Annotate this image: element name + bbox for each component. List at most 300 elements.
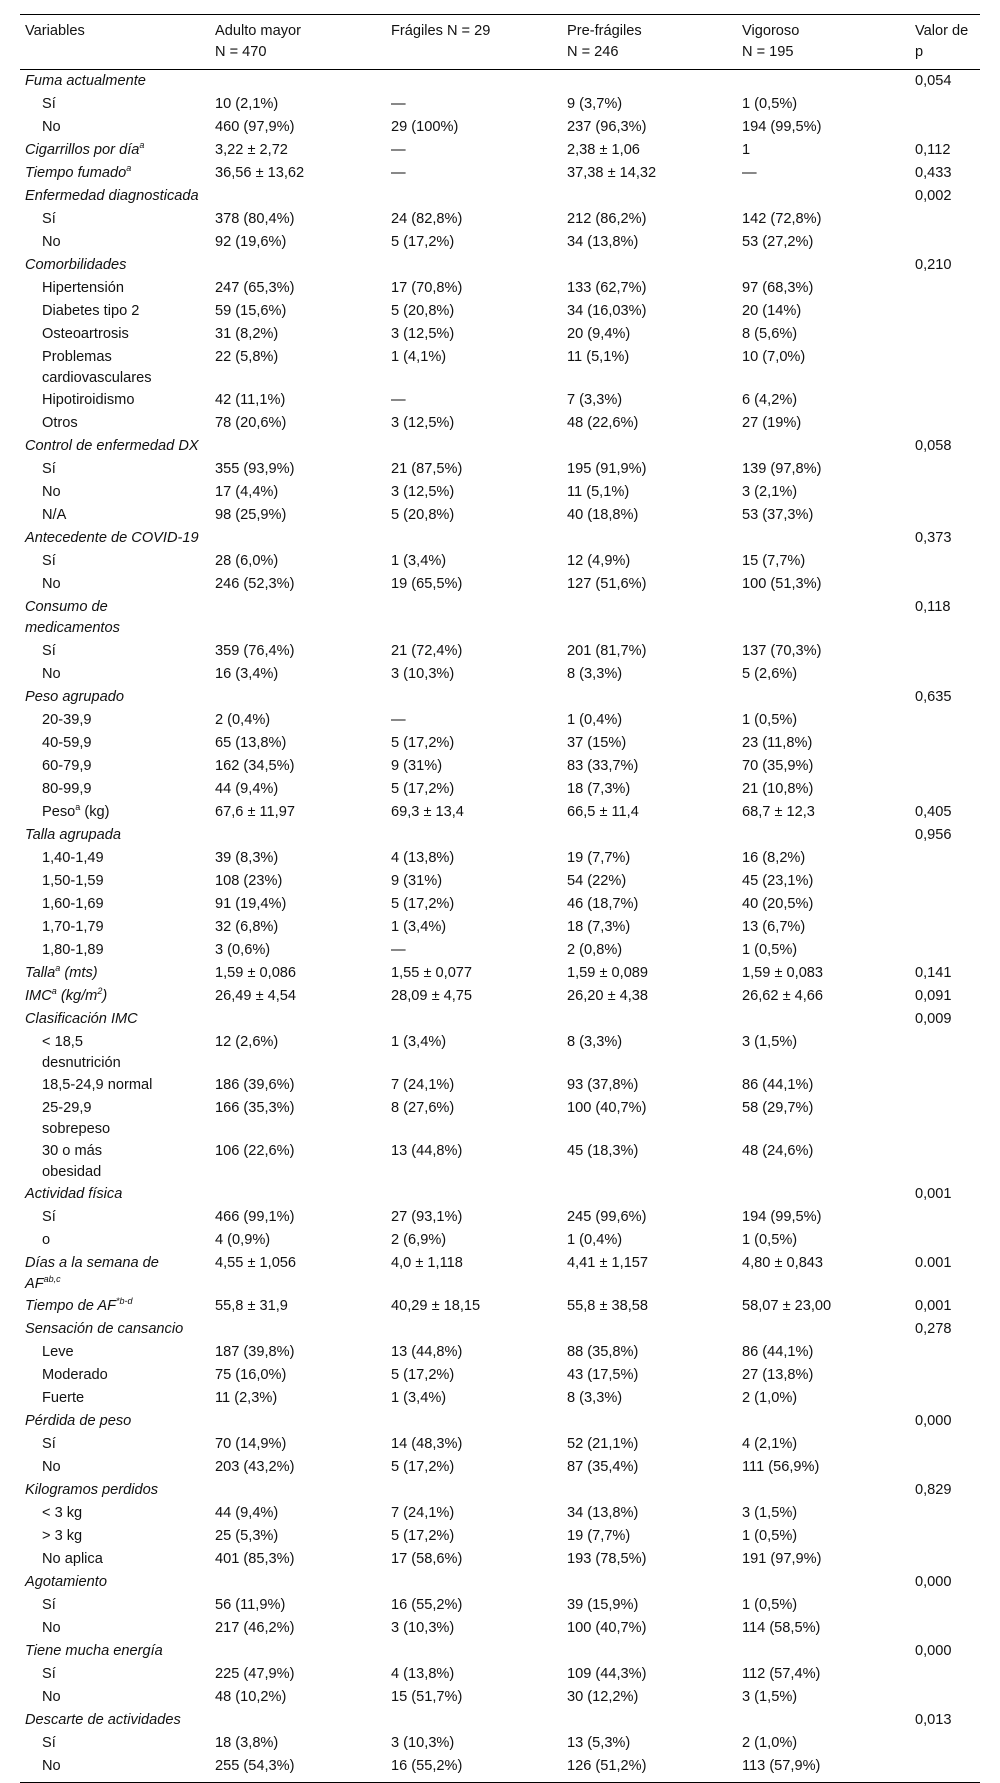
cell-value: 4 (13,8%) [391, 1666, 455, 1682]
row-label [20, 412, 210, 435]
cell-value: 111 (56,9%) [742, 1459, 820, 1475]
cell-value [210, 824, 386, 847]
cell-p-value [910, 550, 980, 573]
cell-value [562, 1318, 737, 1341]
row-label-superscript: a [75, 802, 81, 813]
cell-value: 166 (35,3%) [215, 1100, 295, 1116]
cell-value: 9 (3,7%) [567, 96, 623, 112]
cell-value: 21 (10,8%) [742, 781, 814, 797]
row-label [20, 504, 210, 527]
cell-p-value [910, 1097, 980, 1140]
row-label-text-cont: cardiovasculares [42, 369, 152, 386]
cell-p-value: 0,118 [915, 599, 951, 615]
cell-value: 16 (55,2%) [391, 1597, 463, 1613]
cell-value: 83 (33,7%) [567, 758, 639, 774]
table-row [20, 1525, 980, 1548]
cell-value: 8 (5,6%) [742, 326, 798, 342]
row-label [20, 732, 210, 755]
row-label [20, 596, 210, 640]
row-label-text: 1,40-1,49 [42, 850, 104, 866]
row-label [20, 939, 210, 962]
cell-value [210, 185, 386, 208]
cell-p-value [910, 346, 980, 389]
cell-p-value [910, 389, 980, 412]
cell-value: 70 (35,9%) [742, 758, 814, 774]
cell-value: 137 (70,3%) [742, 643, 822, 659]
cell-value [210, 1709, 386, 1732]
cell-value: 212 (86,2%) [567, 211, 647, 227]
row-label [20, 1031, 210, 1074]
cell-p-value [910, 1206, 980, 1229]
cell-value: 195 (91,9%) [567, 461, 647, 477]
cell-p-value: 0,000 [915, 1413, 952, 1429]
header-vigoroso: Vigoroso N = 195 [742, 23, 800, 60]
cell-value: 194 (99,5%) [742, 1209, 822, 1225]
row-label-text: 30 o más [42, 1143, 103, 1159]
cell-value [737, 824, 910, 847]
row-label-text: 1,60-1,69 [42, 896, 104, 912]
row-label [20, 1341, 210, 1364]
cell-value: — [391, 712, 406, 728]
cell-value: 162 (34,5%) [215, 758, 295, 774]
cell-value: 27 (13,8%) [742, 1367, 814, 1383]
cell-value: 191 (97,9%) [742, 1551, 822, 1567]
cell-value: 1 (0,5%) [742, 942, 798, 958]
cell-value: 34 (16,03%) [567, 303, 647, 319]
row-label-text: Sensación de cansancio [25, 1321, 184, 1337]
cell-value [562, 596, 737, 640]
row-label-text: Hipotiroidismo [42, 392, 135, 408]
row-label [20, 550, 210, 573]
cell-value: 1 [742, 142, 751, 158]
cell-value: 26,49 ± 4,54 [215, 988, 297, 1004]
cell-value: 7 (24,1%) [391, 1077, 455, 1093]
cell-value: 91 (19,4%) [215, 896, 287, 912]
cell-value: 40 (20,5%) [742, 896, 814, 912]
cell-value [210, 1008, 386, 1031]
cell-p-value: 0,009 [915, 1011, 952, 1027]
table-row [20, 755, 980, 778]
table-row [20, 93, 980, 116]
cell-value: 246 (52,3%) [215, 576, 295, 592]
cell-p-value [910, 1525, 980, 1548]
cell-value [386, 1318, 562, 1341]
cell-value: 27 (93,1%) [391, 1209, 463, 1225]
row-label-text: 20-39,9 [42, 712, 92, 728]
cell-value: 78 (20,6%) [215, 415, 287, 431]
row-label-text: Actividad física [25, 1186, 123, 1202]
row-label-text-cont: sobrepeso [42, 1120, 111, 1137]
row-label-text: Hipertensión [42, 280, 124, 296]
cell-value: 106 (22,6%) [215, 1143, 295, 1159]
cell-value: 8 (3,3%) [567, 666, 623, 682]
cell-value: 5 (20,8%) [391, 303, 455, 319]
table-row [20, 939, 980, 962]
cell-value [562, 70, 737, 94]
cell-value: 13 (44,8%) [391, 1143, 463, 1159]
cell-value: 58 (29,7%) [742, 1100, 814, 1116]
cell-value [386, 1008, 562, 1031]
row-label-text: Sí [42, 96, 56, 112]
cell-value: 245 (99,6%) [567, 1209, 647, 1225]
table-body [20, 70, 980, 1783]
table-row [20, 1732, 980, 1755]
cell-value: 3 (12,5%) [391, 326, 455, 342]
row-label-unit: (kg) [80, 804, 110, 820]
table-row [20, 1097, 980, 1140]
cell-value: 3 (1,5%) [742, 1034, 798, 1050]
row-label-text: Descarte de actividades [25, 1712, 181, 1728]
cell-value: 187 (39,8%) [215, 1344, 295, 1360]
cell-p-value [910, 916, 980, 939]
cell-value [737, 527, 910, 550]
row-label-text: Clasificación IMC [25, 1011, 138, 1027]
cell-value: 42 (11,1%) [215, 392, 286, 408]
cell-p-value [910, 231, 980, 254]
cell-value: 1,55 ± 0,077 [391, 965, 473, 981]
cell-p-value [910, 732, 980, 755]
row-label-text: Otros [42, 415, 78, 431]
table-row [20, 504, 980, 527]
cell-value: 44 (9,4%) [215, 781, 279, 797]
header-adulto-mayor: Adulto mayor N = 470 [215, 23, 301, 60]
cell-value: 54 (22%) [567, 873, 627, 889]
cell-value: 2 (1,0%) [742, 1390, 798, 1406]
cell-value: 113 (57,9%) [742, 1758, 821, 1774]
cell-value [562, 1410, 737, 1433]
cell-p-value [910, 870, 980, 893]
cell-value: 5 (2,6%) [742, 666, 798, 682]
row-label [20, 185, 210, 208]
cell-value [386, 824, 562, 847]
cell-value: 3 (2,1%) [742, 484, 798, 500]
cell-value: 44 (9,4%) [215, 1505, 279, 1521]
row-label-text-cont: AF [25, 1275, 44, 1292]
cell-p-value [910, 1031, 980, 1074]
cell-value: 3 (10,3%) [391, 666, 455, 682]
row-label-text: o [42, 1232, 51, 1248]
row-label-text: Sí [42, 1209, 56, 1225]
table-row [20, 550, 980, 573]
cell-value: 27 (19%) [742, 415, 802, 431]
table-row [20, 323, 980, 346]
cell-p-value [910, 755, 980, 778]
cell-value: 378 (80,4%) [215, 211, 295, 227]
cell-value: 11 (5,1%) [567, 349, 630, 365]
row-label-text: 40-59,9 [42, 735, 92, 751]
row-label-text: Sí [42, 1666, 56, 1682]
row-label [20, 1617, 210, 1640]
cell-value [737, 1410, 910, 1433]
cell-value: 460 (97,9%) [215, 119, 295, 135]
cell-value: — [391, 392, 406, 408]
cell-value: 112 (57,4%) [742, 1666, 821, 1682]
row-label [20, 916, 210, 939]
row-label [20, 778, 210, 801]
cell-value: — [742, 165, 757, 181]
row-label [20, 1479, 210, 1502]
cell-p-value [910, 893, 980, 916]
row-label-superscript: *b-d [115, 1296, 133, 1307]
row-label [20, 870, 210, 893]
cell-value: 31 (8,2%) [215, 326, 279, 342]
cell-value: 10 (2,1%) [215, 96, 279, 112]
cell-value: 39 (15,9%) [567, 1597, 639, 1613]
row-label-text: No [42, 119, 61, 135]
row-label-text: Peso [42, 804, 76, 820]
cell-value: 466 (99,1%) [215, 1209, 295, 1225]
row-label [20, 277, 210, 300]
cell-p-value [910, 1755, 980, 1783]
cell-value [210, 254, 386, 277]
cell-p-value: 0.001 [915, 1255, 952, 1271]
row-label-text: IMC [25, 988, 52, 1004]
row-label [20, 1594, 210, 1617]
cell-p-value [910, 939, 980, 962]
cell-value: 4,41 ± 1,157 [567, 1255, 649, 1271]
cell-p-value: 0,112 [915, 142, 951, 158]
cell-value: 19 (7,7%) [567, 1528, 631, 1544]
cell-value: 5 (17,2%) [391, 1459, 455, 1475]
row-label-text: No [42, 1620, 61, 1636]
cell-p-value: 0,013 [915, 1712, 952, 1728]
cell-p-value [910, 1433, 980, 1456]
cell-value: 93 (37,8%) [567, 1077, 639, 1093]
cell-value [386, 70, 562, 94]
row-label [20, 1525, 210, 1548]
row-label-text: Talla [25, 965, 56, 981]
cell-p-value: 0,433 [915, 165, 952, 181]
table-row [20, 1295, 980, 1318]
cell-p-value: 0,956 [915, 827, 952, 843]
cell-value: 4,55 ± 1,056 [215, 1255, 297, 1271]
cell-value: 2 (0,8%) [567, 942, 623, 958]
cell-value [562, 1709, 737, 1732]
cell-value [210, 1479, 386, 1502]
cell-value: 108 (23%) [215, 873, 283, 889]
cell-value: 3 (12,5%) [391, 484, 455, 500]
cell-value: 193 (78,5%) [567, 1551, 647, 1567]
row-label-text: Sí [42, 1436, 56, 1452]
cell-value: 65 (13,8%) [215, 735, 287, 751]
cell-value: 20 (9,4%) [567, 326, 631, 342]
row-label [20, 1755, 210, 1783]
cell-value: 109 (44,3%) [567, 1666, 647, 1682]
cell-value: 217 (46,2%) [215, 1620, 295, 1636]
row-label [20, 893, 210, 916]
cell-value: 100 (40,7%) [567, 1620, 647, 1636]
row-label [20, 663, 210, 686]
cell-value: 37 (15%) [567, 735, 627, 751]
cell-value: 22 (5,8%) [215, 349, 279, 365]
cell-value [386, 527, 562, 550]
cell-value [737, 1709, 910, 1732]
cell-value: 30 (12,2%) [567, 1689, 639, 1705]
table-row [20, 162, 980, 185]
table-row [20, 1318, 980, 1341]
table-row [20, 640, 980, 663]
row-label [20, 1732, 210, 1755]
row-label-text: Tiempo de AF [25, 1298, 116, 1314]
cell-value [386, 1183, 562, 1206]
cell-value: 5 (17,2%) [391, 1367, 455, 1383]
row-label [20, 1548, 210, 1571]
row-label [20, 1456, 210, 1479]
cell-value: 19 (7,7%) [567, 850, 631, 866]
cell-value: 28 (6,0%) [215, 553, 279, 569]
row-label-text: Tiene mucha energía [25, 1643, 163, 1659]
table-row [20, 389, 980, 412]
cell-value [562, 1479, 737, 1502]
cell-p-value: 0,000 [915, 1574, 952, 1590]
cell-value: 355 (93,9%) [215, 461, 295, 477]
cell-value: 7 (3,3%) [567, 392, 623, 408]
cell-value: 142 (72,8%) [742, 211, 822, 227]
row-label-text: Osteoartrosis [42, 326, 129, 342]
row-label-text: Moderado [42, 1367, 108, 1383]
table-row [20, 1229, 980, 1252]
table-row [20, 1410, 980, 1433]
cell-value: 24 (82,8%) [391, 211, 463, 227]
table-row [20, 573, 980, 596]
cell-value: 68,7 ± 12,3 [742, 804, 815, 820]
row-label [20, 1433, 210, 1456]
row-label [20, 1074, 210, 1097]
cell-value: 5 (17,2%) [391, 735, 455, 751]
cell-value [210, 1410, 386, 1433]
cell-value: 53 (37,3%) [742, 507, 814, 523]
data-table [20, 14, 980, 1783]
cell-value: — [391, 96, 406, 112]
cell-value: 1 (0,5%) [742, 1597, 798, 1613]
cell-value [386, 435, 562, 458]
row-label-text: Leve [42, 1344, 74, 1360]
row-label-text: Consumo de medicamentos [25, 599, 120, 636]
row-label-superscript: a [55, 963, 61, 974]
row-label-unit-exponent: 2 [97, 986, 103, 997]
cell-value [562, 1640, 737, 1663]
row-label [20, 1410, 210, 1433]
cell-value [562, 527, 737, 550]
cell-value: 2 (0,4%) [215, 712, 271, 728]
cell-p-value [910, 1229, 980, 1252]
cell-p-value [910, 1341, 980, 1364]
cell-p-value [910, 277, 980, 300]
cell-value: 100 (40,7%) [567, 1100, 647, 1116]
cell-p-value: 0,405 [915, 804, 952, 820]
row-label-text: N/A [42, 507, 67, 523]
cell-value: 1 (0,5%) [742, 1232, 798, 1248]
cell-p-value: 0,001 [915, 1298, 952, 1314]
cell-value: 1 (0,5%) [742, 712, 798, 728]
row-label [20, 208, 210, 231]
row-label-text: No [42, 1758, 61, 1774]
row-label [20, 1571, 210, 1594]
table-row [20, 1008, 980, 1031]
row-label [20, 1097, 210, 1140]
cell-value [210, 1640, 386, 1663]
cell-p-value [910, 1140, 980, 1183]
cell-value: 1 (0,4%) [567, 712, 623, 728]
cell-p-value [910, 93, 980, 116]
cell-value: 255 (54,3%) [215, 1758, 295, 1774]
table-row [20, 1755, 980, 1783]
row-label [20, 1502, 210, 1525]
table-row [20, 1183, 980, 1206]
cell-value: 45 (23,1%) [742, 873, 814, 889]
cell-value: 237 (96,3%) [567, 119, 647, 135]
row-label [20, 1229, 210, 1252]
table-row [20, 1502, 980, 1525]
row-label [20, 847, 210, 870]
row-label-text: Fuma actualmente [25, 73, 146, 89]
cell-value: 3 (0,6%) [215, 942, 271, 958]
table-row [20, 1433, 980, 1456]
row-label-superscript: a [51, 986, 57, 997]
cell-value [737, 185, 910, 208]
row-label [20, 346, 210, 389]
row-label [20, 1318, 210, 1341]
table-row [20, 527, 980, 550]
table-row [20, 985, 980, 1008]
table-row [20, 870, 980, 893]
row-label [20, 1686, 210, 1709]
table-row [20, 709, 980, 732]
row-label-text: No [42, 1689, 61, 1705]
cell-value: 13 (5,3%) [567, 1735, 631, 1751]
cell-value [386, 596, 562, 640]
cell-p-value [910, 323, 980, 346]
row-label-text: No [42, 576, 61, 592]
cell-value: 3 (12,5%) [391, 415, 455, 431]
cell-value: 225 (47,9%) [215, 1666, 295, 1682]
cell-value: 28,09 ± 4,75 [391, 988, 473, 1004]
cell-value [386, 1571, 562, 1594]
cell-p-value: 0,091 [915, 988, 952, 1004]
cell-value: 21 (72,4%) [391, 643, 463, 659]
cell-value [386, 1410, 562, 1433]
row-label [20, 162, 210, 185]
row-label [20, 527, 210, 550]
row-label [20, 1008, 210, 1031]
cell-value: 127 (51,6%) [567, 576, 647, 592]
row-label-text: Sí [42, 1735, 56, 1751]
table-row [20, 231, 980, 254]
cell-value: 194 (99,5%) [742, 119, 822, 135]
row-label [20, 801, 210, 824]
row-label [20, 389, 210, 412]
table-row [20, 435, 980, 458]
cell-value: 126 (51,2%) [567, 1758, 647, 1774]
cell-value [210, 527, 386, 550]
table-row [20, 847, 980, 870]
cell-p-value [910, 1548, 980, 1571]
cell-value: 86 (44,1%) [742, 1344, 814, 1360]
cell-value: 48 (10,2%) [215, 1689, 287, 1705]
row-label-text: Sí [42, 211, 56, 227]
row-label-text: Diabetes tipo 2 [42, 303, 140, 319]
cell-value [562, 1008, 737, 1031]
cell-value: 34 (13,8%) [567, 234, 639, 250]
row-label-text: Cigarrillos por día [25, 142, 140, 158]
table-row [20, 893, 980, 916]
cell-p-value [910, 663, 980, 686]
cell-p-value: 0,000 [915, 1643, 952, 1659]
cell-value: 19 (65,5%) [391, 576, 463, 592]
row-label-text: No aplica [42, 1551, 103, 1567]
cell-value: 1 (4,1%) [391, 349, 447, 365]
cell-value: 52 (21,1%) [567, 1436, 639, 1452]
